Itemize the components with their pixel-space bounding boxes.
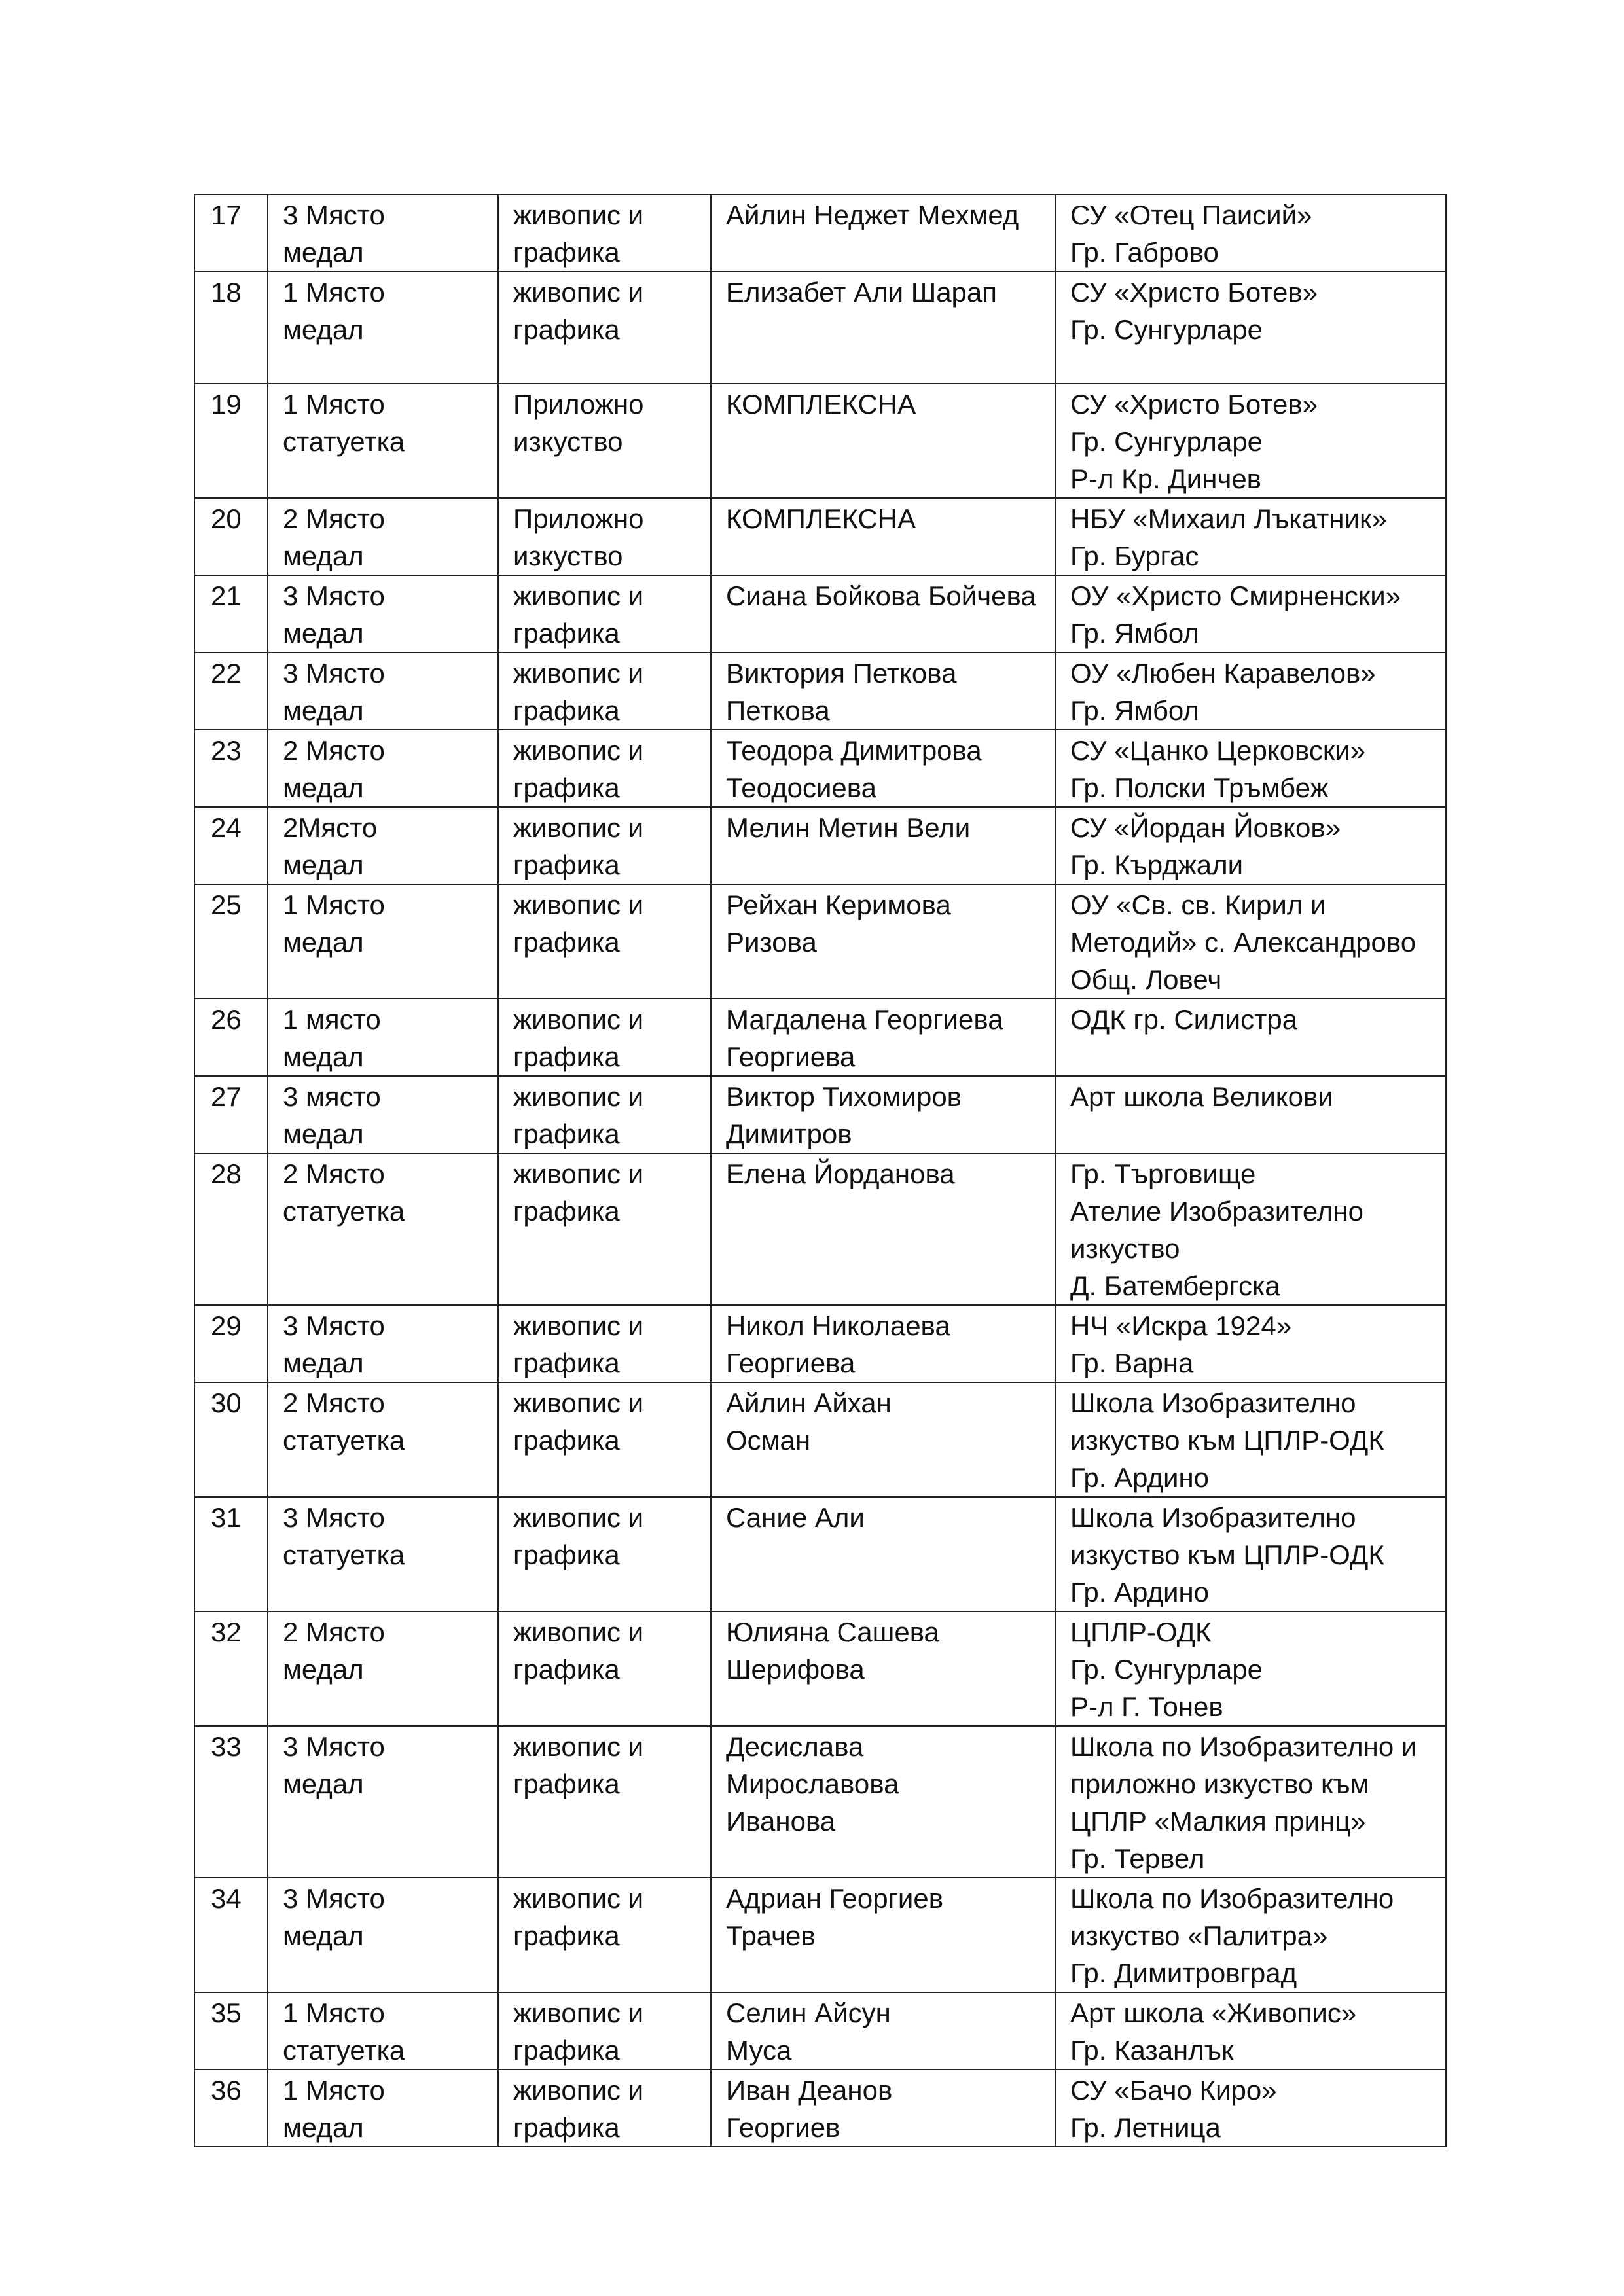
cell-number: 36 [194, 2070, 268, 2147]
cell-school: ОУ «Любен Каравелов» Гр. Ямбол [1055, 653, 1446, 730]
cell-number: 23 [194, 730, 268, 807]
cell-school: СУ «Цанко Церковски» Гр. Полски Тръмбеж [1055, 730, 1446, 807]
cell-school: СУ «Христо Ботев» Гр. Сунгурларе [1055, 272, 1446, 384]
cell-participant-name: Виктория Петкова Петкова [711, 653, 1055, 730]
cell-place: 1 Място медал [268, 884, 498, 999]
cell-participant-name: Айлин Айхан Осман [711, 1382, 1055, 1497]
cell-participant-name: Елизабет Али Шарап [711, 272, 1055, 384]
cell-number: 24 [194, 807, 268, 884]
cell-school: СУ «Христо Ботев» Гр. Сунгурларе Р-л Кр. Динчев [1055, 384, 1446, 498]
cell-number: 33 [194, 1726, 268, 1878]
cell-category: живопис и графика [498, 1611, 711, 1726]
cell-place: 1 Място статуетка [268, 384, 498, 498]
cell-number: 18 [194, 272, 268, 384]
cell-number: 22 [194, 653, 268, 730]
cell-number: 29 [194, 1305, 268, 1382]
cell-category: живопис и графика [498, 575, 711, 653]
cell-participant-name: Десислава Мирославова Иванова [711, 1726, 1055, 1878]
cell-participant-name: Сиана Бойкова Бойчева [711, 575, 1055, 653]
cell-category: живопис и графика [498, 653, 711, 730]
cell-category: Приложно изкуство [498, 498, 711, 575]
table-row [194, 575, 1446, 653]
table-row [194, 1726, 1446, 1878]
cell-category: живопис и графика [498, 807, 711, 884]
cell-place: 2 Място медал [268, 498, 498, 575]
table-row [194, 1305, 1446, 1382]
cell-place: 2 Място медал [268, 730, 498, 807]
cell-participant-name: Адриан Георгиев Трачев [711, 1878, 1055, 1992]
cell-school: СУ «Йордан Йовков» Гр. Кърджали [1055, 807, 1446, 884]
cell-number: 30 [194, 1382, 268, 1497]
cell-number: 20 [194, 498, 268, 575]
cell-place: 2 Място медал [268, 1611, 498, 1726]
table-row [194, 730, 1446, 807]
cell-category: живопис и графика [498, 1305, 711, 1382]
cell-place: 1 Място медал [268, 2070, 498, 2147]
table-row [194, 653, 1446, 730]
cell-school: ОДК гр. Силистра [1055, 999, 1446, 1076]
cell-place: 3 Място медал [268, 575, 498, 653]
cell-category: Приложно изкуство [498, 384, 711, 498]
cell-category: живопис и графика [498, 884, 711, 999]
cell-category: живопис и графика [498, 272, 711, 384]
table-row [194, 1878, 1446, 1992]
cell-category: живопис и графика [498, 1497, 711, 1611]
cell-school: ЦПЛР-ОДК Гр. Сунгурларе Р-л Г. Тонев [1055, 1611, 1446, 1726]
cell-school: СУ «Бачо Киро» Гр. Летница [1055, 2070, 1446, 2147]
results-table [194, 194, 1447, 2147]
cell-school: Школа по Изобразително изкуство «Палитра» Гр. Димитровград [1055, 1878, 1446, 1992]
cell-participant-name: Никол Николаева Георгиева [711, 1305, 1055, 1382]
cell-number: 32 [194, 1611, 268, 1726]
cell-place: 2 Място статуетка [268, 1382, 498, 1497]
table-row [194, 1153, 1446, 1305]
table-row [194, 1382, 1446, 1497]
cell-category: живопис и графика [498, 1992, 711, 2070]
cell-school: Гр. Търговище Ателие Изобразително изкуство Д. Батембергска [1055, 1153, 1446, 1305]
cell-place: 3 Място медал [268, 1305, 498, 1382]
cell-place: 1 място медал [268, 999, 498, 1076]
cell-participant-name: Иван Деанов Георгиев [711, 2070, 1055, 2147]
cell-participant-name: Магдалена Георгиева Георгиева [711, 999, 1055, 1076]
cell-participant-name: КОМПЛЕКСНА [711, 384, 1055, 498]
cell-number: 21 [194, 575, 268, 653]
cell-number: 28 [194, 1153, 268, 1305]
cell-category: живопис и графика [498, 194, 711, 272]
cell-category: живопис и графика [498, 2070, 711, 2147]
cell-participant-name: Юлияна Сашева Шерифова [711, 1611, 1055, 1726]
cell-school: ОУ «Св. св. Кирил и Методий» с. Александрово Общ. Ловеч [1055, 884, 1446, 999]
cell-place: 3 Място медал [268, 653, 498, 730]
cell-place: 3 Място медал [268, 194, 498, 272]
cell-participant-name: КОМПЛЕКСНА [711, 498, 1055, 575]
results-table-body [194, 194, 1446, 2147]
cell-place: 1 Място статуетка [268, 1992, 498, 2070]
cell-number: 19 [194, 384, 268, 498]
cell-participant-name: Теодора Димитрова Теодосиева [711, 730, 1055, 807]
cell-participant-name: Мелин Метин Вели [711, 807, 1055, 884]
cell-school: НБУ «Михаил Лъкатник» Гр. Бургас [1055, 498, 1446, 575]
cell-place: 3 място медал [268, 1076, 498, 1153]
cell-participant-name: Сание Али [711, 1497, 1055, 1611]
cell-school: ОУ «Христо Смирненски» Гр. Ямбол [1055, 575, 1446, 653]
cell-participant-name: Айлин Неджет Мехмед [711, 194, 1055, 272]
table-row [194, 1992, 1446, 2070]
cell-school: НЧ «Искра 1924» Гр. Варна [1055, 1305, 1446, 1382]
cell-place: 2Място медал [268, 807, 498, 884]
cell-number: 34 [194, 1878, 268, 1992]
cell-number: 17 [194, 194, 268, 272]
cell-place: 2 Място статуетка [268, 1153, 498, 1305]
cell-school: СУ «Отец Паисий» Гр. Габрово [1055, 194, 1446, 272]
table-row [194, 2070, 1446, 2147]
cell-school: Школа по Изобразително и приложно изкуство към ЦПЛР «Малкия принц» Гр. Тервел [1055, 1726, 1446, 1878]
cell-number: 25 [194, 884, 268, 999]
cell-category: живопис и графика [498, 1153, 711, 1305]
table-row [194, 272, 1446, 384]
cell-school: Арт школа Великови [1055, 1076, 1446, 1153]
cell-school: Школа Изобразително изкуство към ЦПЛР-ОДК Гр. Ардино [1055, 1497, 1446, 1611]
cell-category: живопис и графика [498, 1726, 711, 1878]
cell-participant-name: Селин Айсун Муса [711, 1992, 1055, 2070]
cell-school: Арт школа «Живопис» Гр. Казанлък [1055, 1992, 1446, 2070]
cell-school: Школа Изобразително изкуство към ЦПЛР-ОДК Гр. Ардино [1055, 1382, 1446, 1497]
table-row [194, 1497, 1446, 1611]
cell-number: 26 [194, 999, 268, 1076]
table-row [194, 1611, 1446, 1726]
table-row [194, 807, 1446, 884]
cell-number: 27 [194, 1076, 268, 1153]
cell-place: 3 Място медал [268, 1726, 498, 1878]
table-row [194, 194, 1446, 272]
cell-category: живопис и графика [498, 1878, 711, 1992]
cell-participant-name: Виктор Тихомиров Димитров [711, 1076, 1055, 1153]
cell-place: 1 Място медал [268, 272, 498, 384]
cell-category: живопис и графика [498, 1382, 711, 1497]
cell-place: 3 Място медал [268, 1878, 498, 1992]
cell-number: 35 [194, 1992, 268, 2070]
cell-participant-name: Рейхан Керимова Ризова [711, 884, 1055, 999]
table-row [194, 999, 1446, 1076]
cell-category: живопис и графика [498, 1076, 711, 1153]
table-row [194, 1076, 1446, 1153]
cell-number: 31 [194, 1497, 268, 1611]
cell-category: живопис и графика [498, 999, 711, 1076]
table-row [194, 884, 1446, 999]
cell-place: 3 Място статуетка [268, 1497, 498, 1611]
table-row [194, 498, 1446, 575]
cell-participant-name: Елена Йорданова [711, 1153, 1055, 1305]
cell-category: живопис и графика [498, 730, 711, 807]
table-row [194, 384, 1446, 498]
